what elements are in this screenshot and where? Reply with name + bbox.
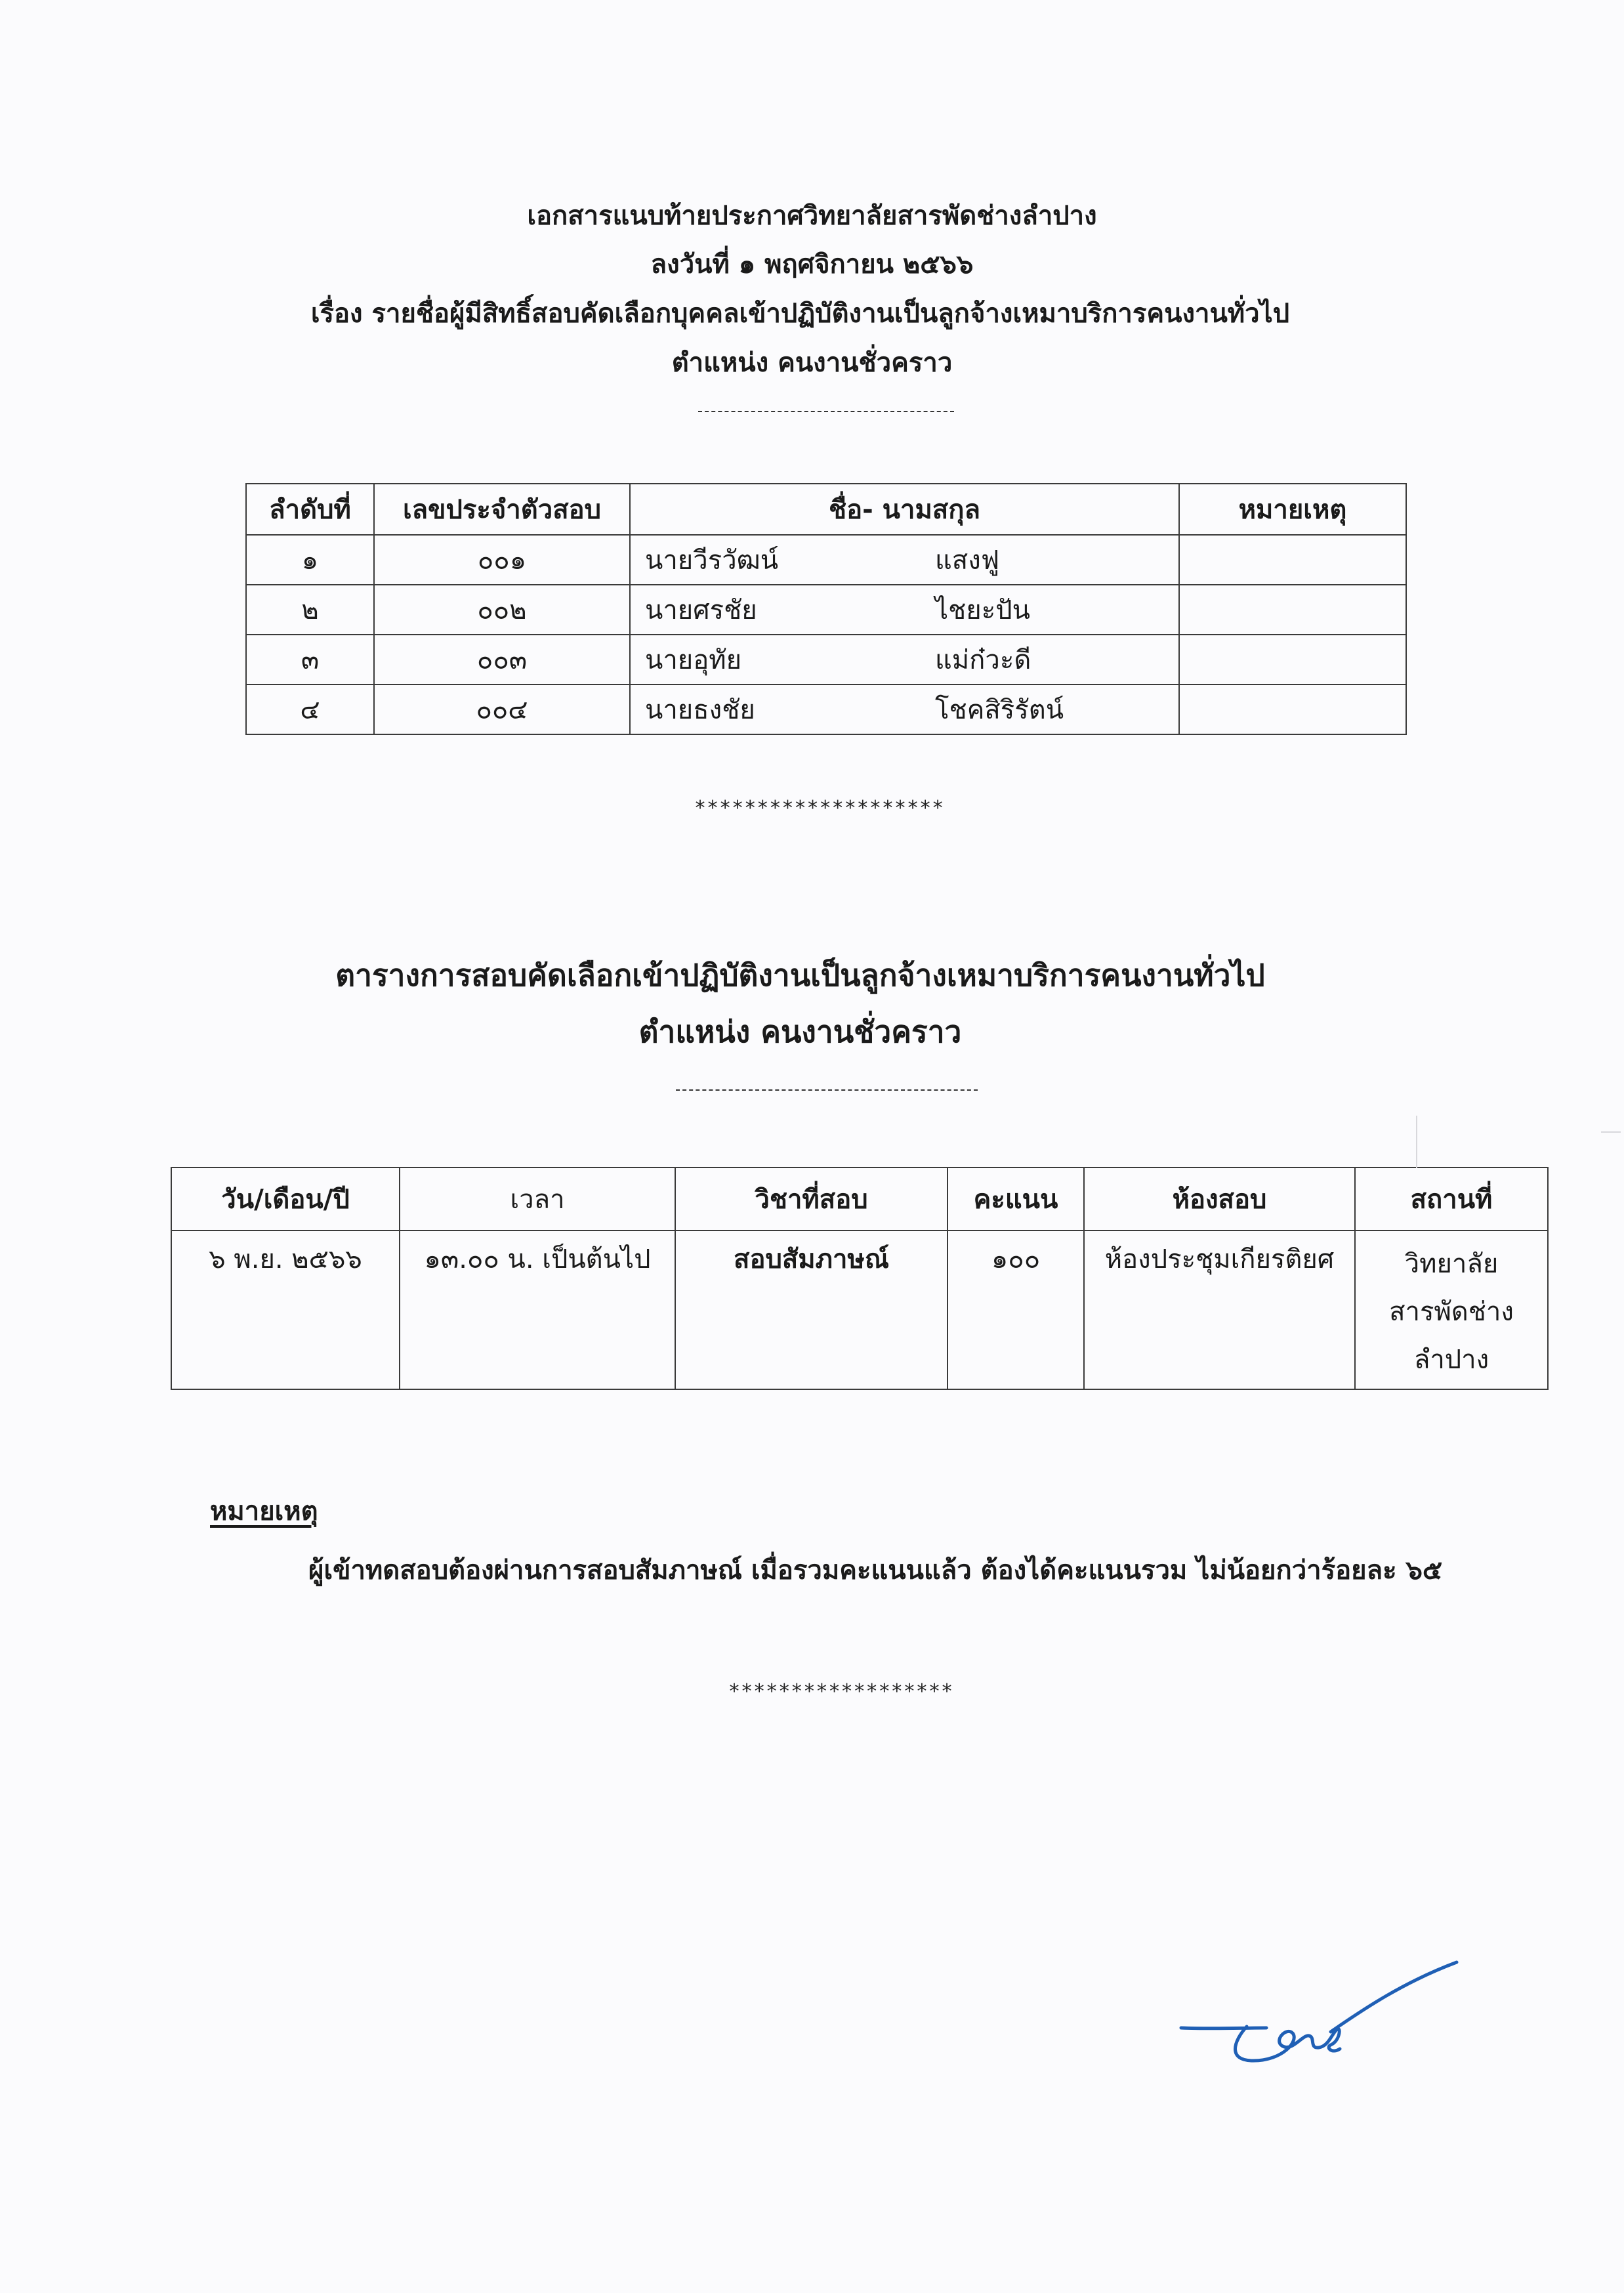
signature-icon [1168,1956,1470,2074]
first-name: นายอุทัย [645,645,742,675]
col-header-date: วัน/เดือน/ปี [171,1168,400,1231]
cell-no: ๓ [246,635,374,684]
table-row [246,684,1406,734]
col-header-room: ห้องสอบ [1084,1168,1355,1231]
header-subject: เรื่อง รายชื่อผู้มีสิทธิ์สอบคัดเลือกบุคคลเข้าปฏิบัติงานเป็นลูกจ้างเหมาบริการคนงานทั่วไป [310,299,1290,329]
place-line-3: ลำปาง [1413,1345,1489,1375]
scan-artifact [1416,1116,1417,1168]
cell-remark [1179,585,1406,635]
last-name: แสงฟู [935,545,1000,576]
separator-stars-2: ****************** [728,1680,954,1703]
cell-name [630,585,1179,635]
place-line-2: สารพัดช่าง [1389,1297,1514,1327]
schedule-position: ตำแหน่ง คนงานชั่วคราว [638,1014,962,1049]
cell-remark [1179,635,1406,684]
table-row [246,585,1406,635]
candidates-header-row [246,484,1406,535]
col-header-time: เวลา [400,1168,675,1231]
table-row [246,535,1406,585]
separator-stars-1: ******************** [694,797,945,820]
cell-no: ๒ [246,585,374,635]
col-header-place: สถานที่ [1355,1168,1548,1231]
header-line-1: เอกสารแนบท้ายประกาศวิทยาลัยสารพัดช่างลำปาง [527,201,1097,231]
scan-artifact [1601,1131,1621,1133]
table-row [171,1231,1548,1389]
col-header-remark: หมายเหตุ [1179,484,1406,535]
first-name: นายวีรวัฒน์ [645,545,779,576]
col-header-subject: วิชาที่สอบ [675,1168,947,1231]
table-row [246,635,1406,684]
cell-date: ๖ พ.ย. ๒๕๖๖ [171,1231,400,1389]
col-header-no: ลำดับที่ [246,484,374,535]
cell-time: ๑๓.๐๐ น. เป็นต้นไป [400,1231,675,1389]
cell-name [630,535,1179,585]
last-name: โชคสิริรัตน์ [935,695,1064,725]
cell-name [630,684,1179,734]
schedule-divider [676,1089,978,1091]
cell-exam-id: ๐๐๒ [374,585,630,635]
col-header-exam-id: เลขประจำตัวสอบ [374,484,630,535]
col-header-score: คะแนน [947,1168,1084,1231]
cell-room: ห้องประชุมเกียรติยศ [1084,1231,1355,1389]
cell-remark [1179,535,1406,585]
cell-score: ๑๐๐ [947,1231,1084,1389]
first-name: นายศรชัย [645,595,757,625]
note-title: หมายเหตุ [210,1496,318,1526]
cell-place [1355,1231,1548,1389]
last-name: แม่ก๋วะดี [935,645,1031,675]
schedule-table [171,1167,1549,1390]
cell-remark [1179,684,1406,734]
last-name: ไชยะปัน [935,595,1030,625]
header-position: ตำแหน่ง คนงานชั่วคราว [671,348,953,378]
cell-name [630,635,1179,684]
col-header-name: ชื่อ- นามสกุล [630,484,1179,535]
cell-no: ๑ [246,535,374,585]
schedule-title: ตารางการสอบคัดเลือกเข้าปฏิบัติงานเป็นลูกจ้างเหมาบริการคนงานทั่วไป [335,957,1265,993]
cell-exam-id: ๐๐๑ [374,535,630,585]
place-line-1: วิทยาลัย [1404,1249,1499,1279]
cell-exam-id: ๐๐๓ [374,635,630,684]
note-text: ผู้เข้าทดสอบต้องผ่านการสอบสัมภาษณ์ เมื่อรวมคะแนนแล้ว ต้องได้คะแนนรวม ไม่น้อยกว่าร้อยละ ๖๕ [308,1555,1443,1586]
cell-no: ๔ [246,684,374,734]
header-divider [698,411,954,412]
cell-subject: สอบสัมภาษณ์ [675,1231,947,1389]
header-date: ลงวันที่ ๑ พฤศจิกายน ๒๕๖๖ [650,249,974,280]
cell-exam-id: ๐๐๔ [374,684,630,734]
candidates-table [245,483,1407,735]
schedule-header-row [171,1168,1548,1231]
first-name: นายธงชัย [645,695,755,725]
